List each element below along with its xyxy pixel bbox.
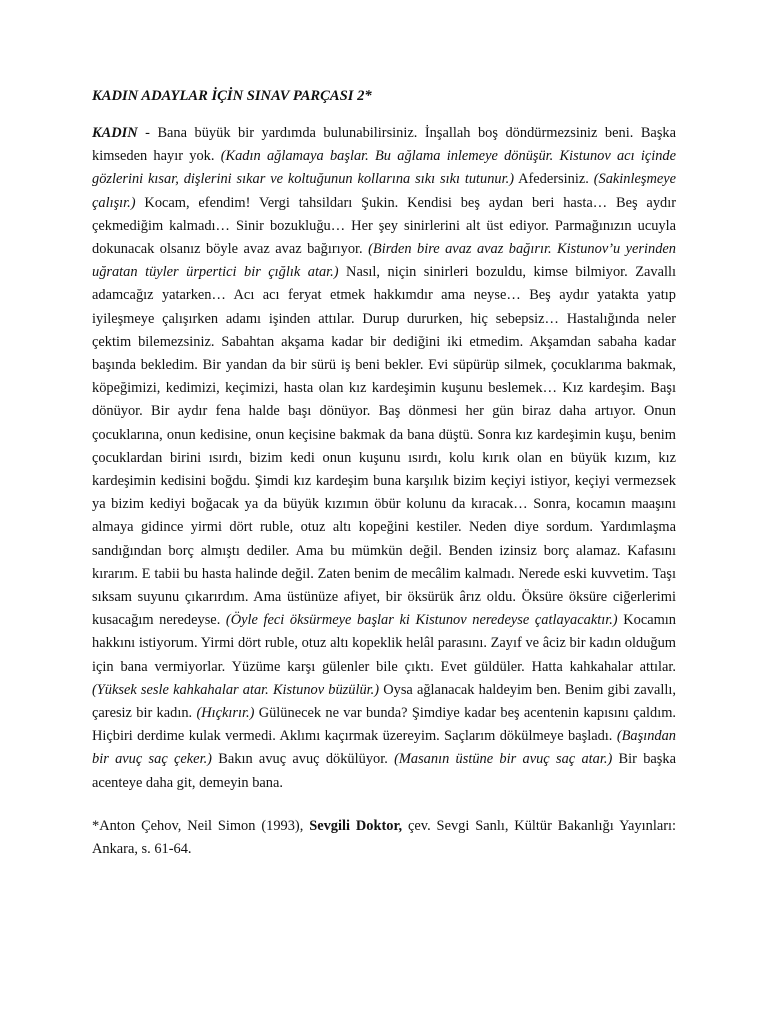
stage-direction: (Birden bire avaz avaz bağırır. Kistunov’u yerinden uğratan tüyler ürpertici bir çığlık atar.) <box>92 241 676 281</box>
document-title: KADIN ADAYLAR İÇİN SINAV PARÇASI 2* <box>92 88 372 104</box>
dialogue-text: Oysa ağlanacak haldeyim ben. Benim gibi zavallı, çaresiz bir kadın. <box>92 681 676 722</box>
dialogue-text: - Bana büyük bir yardımda bulunabilirsiniz. İnşallah boş döndürmezsiniz beni. Başka kimseden hayır yok. <box>92 125 676 165</box>
stage-direction: (Masanın üstüne bir avuç saç atar.) <box>394 751 613 768</box>
dialogue-text: Gülünecek ne var bunda? Şimdiye kadar beş acentenin kapısını çaldım. Hiçbiri derdime kulak vermedi. Aklımı kaçırmak üzereyim. Saçlarım dökülmeye başladı. <box>92 705 676 745</box>
footnote-book-title: Sevgili Doktor, <box>309 818 403 834</box>
stage-direction: (Öyle feci öksürmeye başlar ki Kistunov neredeyse çatlayacaktır.) <box>225 612 618 629</box>
stage-direction: (Kadın ağlamaya başlar. Bu ağlama inlemeye dönüşür. Kistunov acı içinde gözlerini kısar, dişlerini sıkar ve koltuğunun kollarına sıkı sıkı tutunur.) <box>92 148 676 188</box>
dialogue-text: Bir başka acenteye daha git, demeyin bana. <box>92 751 676 791</box>
stage-direction: (Yüksek sesle kahkahalar atar. Kistunov büzülür.) <box>92 681 380 698</box>
dialogue-text: Kocamın hakkını istiyorum. Yirmi dört ruble, otuz altı kopeklik helâl parasını. Zayıf ve âciz bir kadın olduğum için bana vermiyorlar. Yüzüme karşı gülenler bile çıktı. Evet güldüler. Hatta kahkahalar attılar. <box>92 612 676 675</box>
dialogue-text: Afedersiniz. <box>514 171 594 188</box>
footnote-publication: çev. Sevgi Sanlı, Kültür Bakanlığı Yayınları: Ankara, s. 61-64. <box>92 818 676 858</box>
footnote-authors: *Anton Çehov, Neil Simon (1993), <box>92 818 310 834</box>
stage-direction: (Başından bir avuç saç çeker.) <box>92 728 676 768</box>
dialogue-text: Kocam, efendim! Vergi tahsildarı Şukin. Kendisi beş aydan beri hasta… Beş aydır çekmediğim kalmadı… Sinir bozukluğu… Her şey sinirlerini alt üst ediyor. Parmağınızın ucuyla dokunacak olsanız böyle avaz avaz bağırıyor. <box>92 194 676 258</box>
dialogue-text: Bakın avuç avuç dökülüyor. <box>211 751 395 768</box>
dialogue-text: Nasıl, niçin sinirleri bozuldu, kimse bilmiyor. Zavallı adamcağız yatarken… Acı acı feryat etmek hakkımdır ama neyse… Beş aydır yatakta yatıp iyileşmeye çalışırken adamı işinden attılar. Durup dururken, hiç sebepsiz… Hastalığında neler çektim bilemezsiniz. Sabahtan akşama kadar bir dediğini iki etmedim. Akşamdan sabaha kadar başında bekledim. Bir yandan da bir sürü iş beni bekler. Evi süpürüp silmek, çocuklarıma bakmak, köpeğimizi, kedimizi, keçimizi, hasta olan kız kardeşimin kuşunu beslemek… Kız kardeşim. Başı dönüyor. Bir aydır fena halde başı dönüyor. Baş dönmesi her gün biraz daha artıyor. Onun çocuklarına, onun kedisine, onun keçisine bakmak da bana düştü. Sonra kız kardeşimin kuşu, benim çocuklardan birini ısırdı, bizim kedi onun kuşunu ısırdı, kolu kırık olan en büyük kızım, kız kardeşimin kedisini boğdu. Şimdi kız kardeşim buna karşılık bizim keçiyi istiyor, keçiyi vermezsek ya bizim kediyi boğacak ya da büyük kızımın öbür kolunu da kıracak… Sonra, kocamın maaşını almaya gidince yirmi dört ruble, otuz altı kopeğini kestiler. Neden diye sordum. Yardımlaşma sandığından borç almıştı dediler. Ama bu mümkün değil. Benden izinsiz borç alamaz. Kafasını kırarım. E tabii bu hasta halinde değil. Zaten benim de mecâlim kalmadı. Nerede eski kuvvetim. Taşı sıksam suyunu çıkarırdım. Ama üstünüze afiyet, bir öksürük ârız oldu. Öksüre öksüre ciğerlerimi kusacağım neredeyse. <box>92 264 677 629</box>
footnote <box>92 815 676 861</box>
speaker-name: KADIN <box>92 125 138 141</box>
stage-direction: (Sakinleşmeye çalışır.) <box>92 171 677 211</box>
monologue-paragraph <box>92 122 676 795</box>
stage-direction: (Hıçkırır.) <box>196 705 255 722</box>
